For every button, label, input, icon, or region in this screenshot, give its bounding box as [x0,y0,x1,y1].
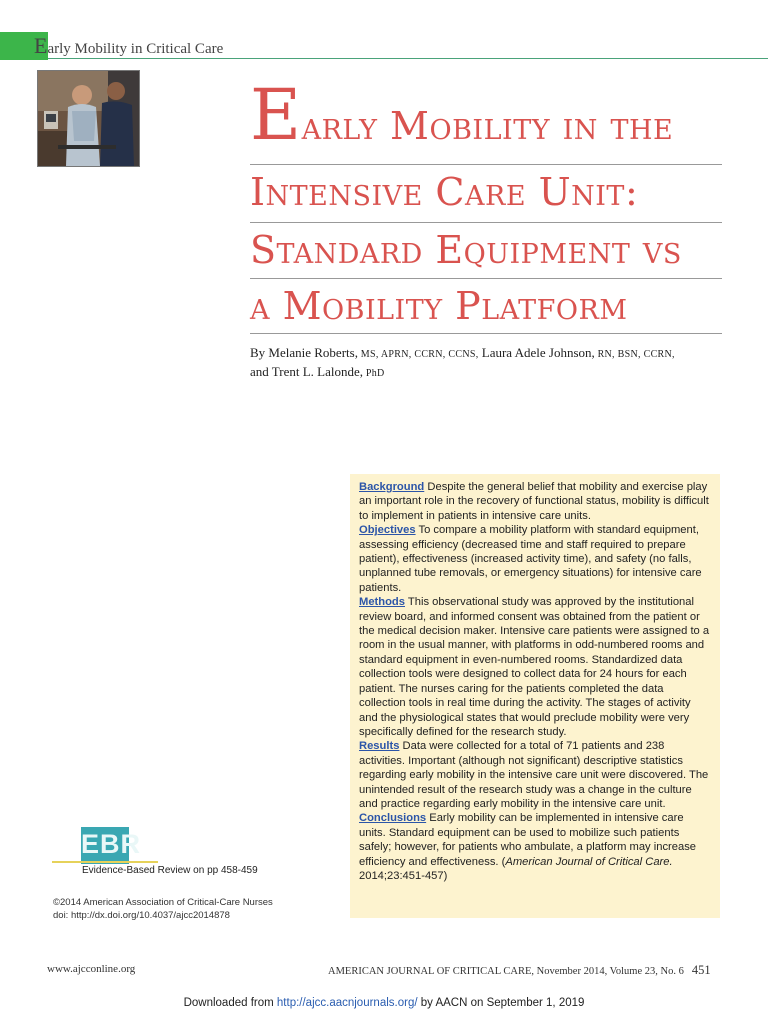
title-line-4: a Mobility Platform [250,284,628,328]
ebr-underline [52,861,158,863]
author-2-credentials: RN, BSN, CCRN, [594,349,675,360]
title-rule-4 [250,333,722,334]
abstract-citation-rest: 2014;23:451-457) [359,869,448,882]
byline [250,344,730,382]
abstract-conclusions [359,811,712,883]
title-line-3: Standard Equipment vs [250,228,682,272]
abstract-results-text: Data were collected for a total of 71 patients and 238 activities. Important (although not significant) descriptive statistics regarding early mobility in the intensive care unit were discovered. The unintended result of the research study was a change in the culture and practice regarding early mobility in the intensive care unit. [359,740,709,810]
ebr-logo-text: EBR [81,829,142,859]
footer-website[interactable]: www.ajcconline.org [47,963,136,975]
nurses-photo-image [38,71,139,166]
title-rule-3 [250,278,722,279]
title-line-1-text: arly Mobility in the [301,104,674,148]
abstract-objectives [359,523,712,595]
copyright-block [53,896,273,922]
download-link[interactable]: http://ajcc.aacnjournals.org/ [276,997,418,1009]
ebr-caption: Evidence-Based Review on pp 458-459 [82,865,258,876]
copyright-line: ©2014 American Association of Critical-Care Nurses [53,897,273,908]
author-1-credentials: MS, APRN, CCRN, CCNS, [357,349,479,360]
author-2: Laura Adele Johnson, [478,345,595,360]
running-head-text: arly Mobility in Critical Care [47,41,224,57]
footer-journal-text: AMERICAN JOURNAL OF CRITICAL CARE, November 2014, Volume 23, No. 6 [328,966,684,977]
page-number: 451 [691,963,711,977]
byline-prefix: By [250,345,269,360]
download-suffix: by AACN on September 1, 2019 [417,997,585,1009]
article-photo [37,70,140,167]
byline-connector: and [250,364,272,379]
title-dropcap: E [250,74,302,156]
abstract-conclusions-label: Conclusions [359,812,427,825]
abstract-methods-label: Methods [359,596,405,609]
author-1: Melanie Roberts, [268,345,358,360]
doi-line: doi: http://dx.doi.org/10.4037/ajcc2014878 [53,910,230,921]
running-head-initial: E [34,33,48,58]
abstract-results [359,739,712,811]
abstract-objectives-text: To compare a mobility platform with standard equipment, assessing efficiency (decreased time and staff required to prepare patient), effectiveness (increased activity time), and safety (no falls, unplanned tube removals, or emergency situations) for intensive care patients. [359,524,702,594]
abstract-methods [359,595,712,739]
title-rule-1 [250,164,722,165]
abstract-objectives-label: Objectives [359,524,416,537]
running-head [34,33,223,59]
download-notice [0,997,768,1009]
title-line-2: Intensive Care Unit: [250,170,639,214]
title-rule-2 [250,222,722,223]
abstract-results-label: Results [359,740,400,753]
footer-journal [328,963,711,978]
abstract-citation-journal: American Journal of Critical Care. [505,855,673,868]
abstract-background-text: Despite the general belief that mobility and exercise play an important role in the recovery of functional status, mobility is difficult to implement in patients in intensive care units. [359,481,709,522]
abstract-methods-text: This observational study was approved by the institutional review board, and informed consent was obtained from the patient or the medical decision maker. Intensive care patients were assigned to a room in the usual manner, with platforms in odd-numbered rooms and standard equipment in even-numbered rooms. Standardized data collection tools were designed to collect data for 24 hours for each patient. The nurses caring for the patients completed the data collection tools in real time during the activity. The stages of activity and the physiological states that would preclude mobility were very specifically defined for the research study. [359,596,710,738]
abstract-box [350,474,720,918]
abstract-background [359,480,712,523]
abstract-conclusions-text: Early mobility can be implemented in intensive care units. Standard equipment can be used to mobilize such patients safely; however, for patients who ambulate, a platform may increase efficiency and effectiveness. ( [359,812,697,868]
author-3: Trent L. Lalonde, [271,364,364,379]
title-line-1 [250,74,722,156]
author-3-credentials: PhD [363,368,385,379]
abstract-background-label: Background [359,481,425,493]
download-prefix: Downloaded from [183,997,277,1009]
